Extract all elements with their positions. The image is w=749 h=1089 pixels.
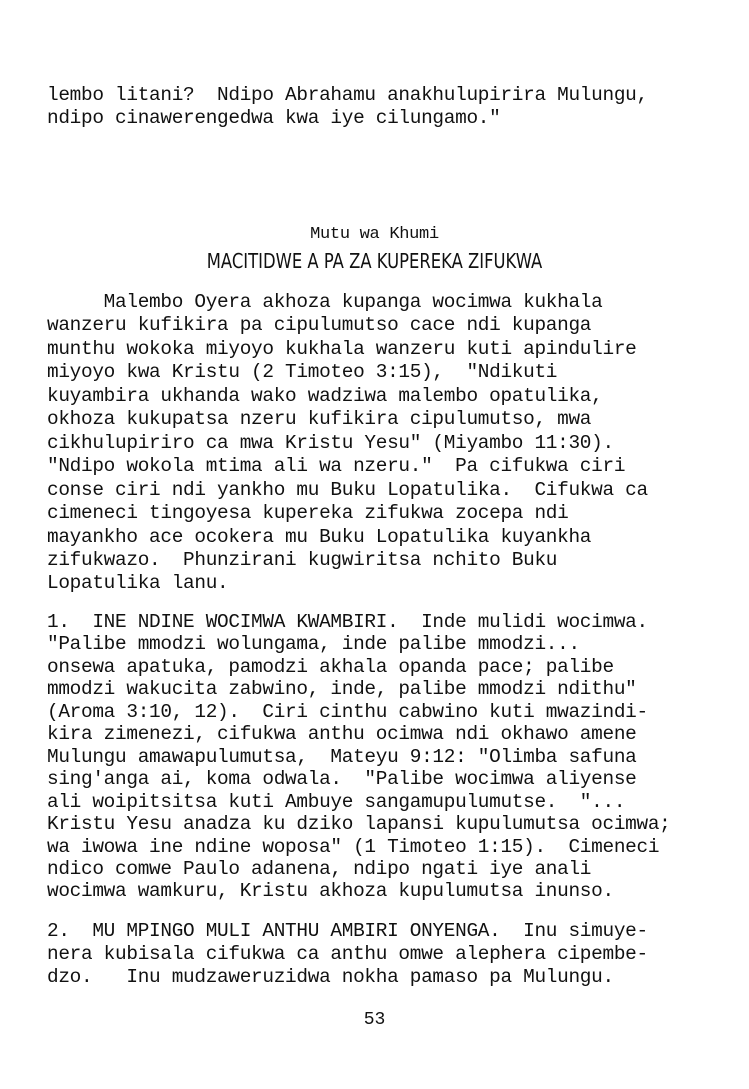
text-line: cimeneci tingoyesa kupereka zifukwa zocepa ndi	[47, 502, 569, 525]
text-line: wanzeru kufikira pa cipulumutso cace ndi kupanga	[47, 314, 592, 337]
text-line: miyoyo kwa Kristu (2 Timoteo 3:15), "Ndikuti	[47, 361, 558, 384]
text-line: dzo. Inu mudzaweruzidwa nokha pamaso pa Mulungu.	[47, 966, 614, 988]
text-line: "Ndipo wokola mtima ali wa nzeru." Pa cifukwa ciri	[47, 455, 626, 478]
text-line: "Palibe mmodzi wolungama, inde palibe mmodzi...	[47, 633, 580, 656]
text-line: ndipo cinawerengedwa kwa iye cilungamo."	[47, 107, 501, 129]
page-number: 53	[363, 1010, 386, 1030]
chapter-title: MACITIDWE A PA ZA KUPEREKA ZIFUKWA	[206, 249, 543, 273]
chapter-label: Mutu wa Khumi	[310, 225, 439, 244]
text-line: onsewa apatuka, pamodzi akhala opanda pace; palibe	[47, 655, 614, 678]
text-line: nera kubisala cifukwa ca anthu omwe alephera cipembe-	[47, 943, 648, 965]
text-line: Malembo Oyera akhoza kupanga wocimwa kukhala	[47, 291, 603, 313]
text-line: ndico comwe Paulo adanena, ndipo ngati iye anali	[47, 857, 592, 880]
text-line: conse ciri ndi yankho mu Buku Lopatulika. Cifukwa ca	[47, 478, 648, 501]
text-line: wa iwowa ine ndine woposa" (1 Timoteo 1:15). Cimeneci	[47, 835, 660, 858]
text-line: Kristu Yesu anadza ku dziko lapansi kupulumutsa ocimwa;	[47, 813, 671, 836]
text-line: kuyambira ukhanda wako wadziwa malembo opatulika,	[47, 384, 603, 407]
text-line: okhoza kukupatsa nzeru kufikira cipulumutso, mwa	[47, 408, 592, 431]
text-line: sing'anga ai, koma odwala. "Palibe wocimwa aliyense	[47, 768, 637, 791]
text-line: 1. INE NDINE WOCIMWA KWAMBIRI. Inde mulidi wocimwa.	[47, 611, 648, 633]
text-line: Lopatulika lanu.	[47, 572, 229, 595]
text-line: cikhulupiriro ca mwa Kristu Yesu" (Miyambo 11:30).	[47, 431, 614, 454]
text-line: wocimwa wamkuru, Kristu akhoza kupulumutsa inunso.	[47, 880, 614, 903]
text-line: mayankho ace ocokera mu Buku Lopatulika kuyankha	[47, 525, 592, 548]
text-line: (Aroma 3:10, 12). Ciri cinthu cabwino kuti mwazindi-	[47, 700, 648, 723]
text-line: ali woipitsitsa kuti Ambuye sangamupulumutse. "...	[47, 790, 626, 813]
text-line: lembo litani? Ndipo Abrahamu anakhulupirira Mulungu,	[47, 84, 648, 106]
text-line: 2. MU MPINGO MULI ANTHU AMBIRI ONYENGA. Inu simuye-	[47, 920, 648, 942]
text-line: mmodzi wakucita zabwino, inde, palibe mmodzi ndithu"	[47, 678, 637, 701]
text-line: zifukwazo. Phunzirani kugwiritsa nchito Buku	[47, 548, 558, 571]
text-line: kira zimenezi, cifukwa anthu ocimwa ndi okhawo amene	[47, 723, 637, 746]
text-line: munthu wokoka miyoyo kukhala wanzeru kuti apindulire	[47, 337, 637, 360]
text-line: Mulungu amawapulumutsa, Mateyu 9:12: "Olimba safuna	[47, 745, 637, 768]
